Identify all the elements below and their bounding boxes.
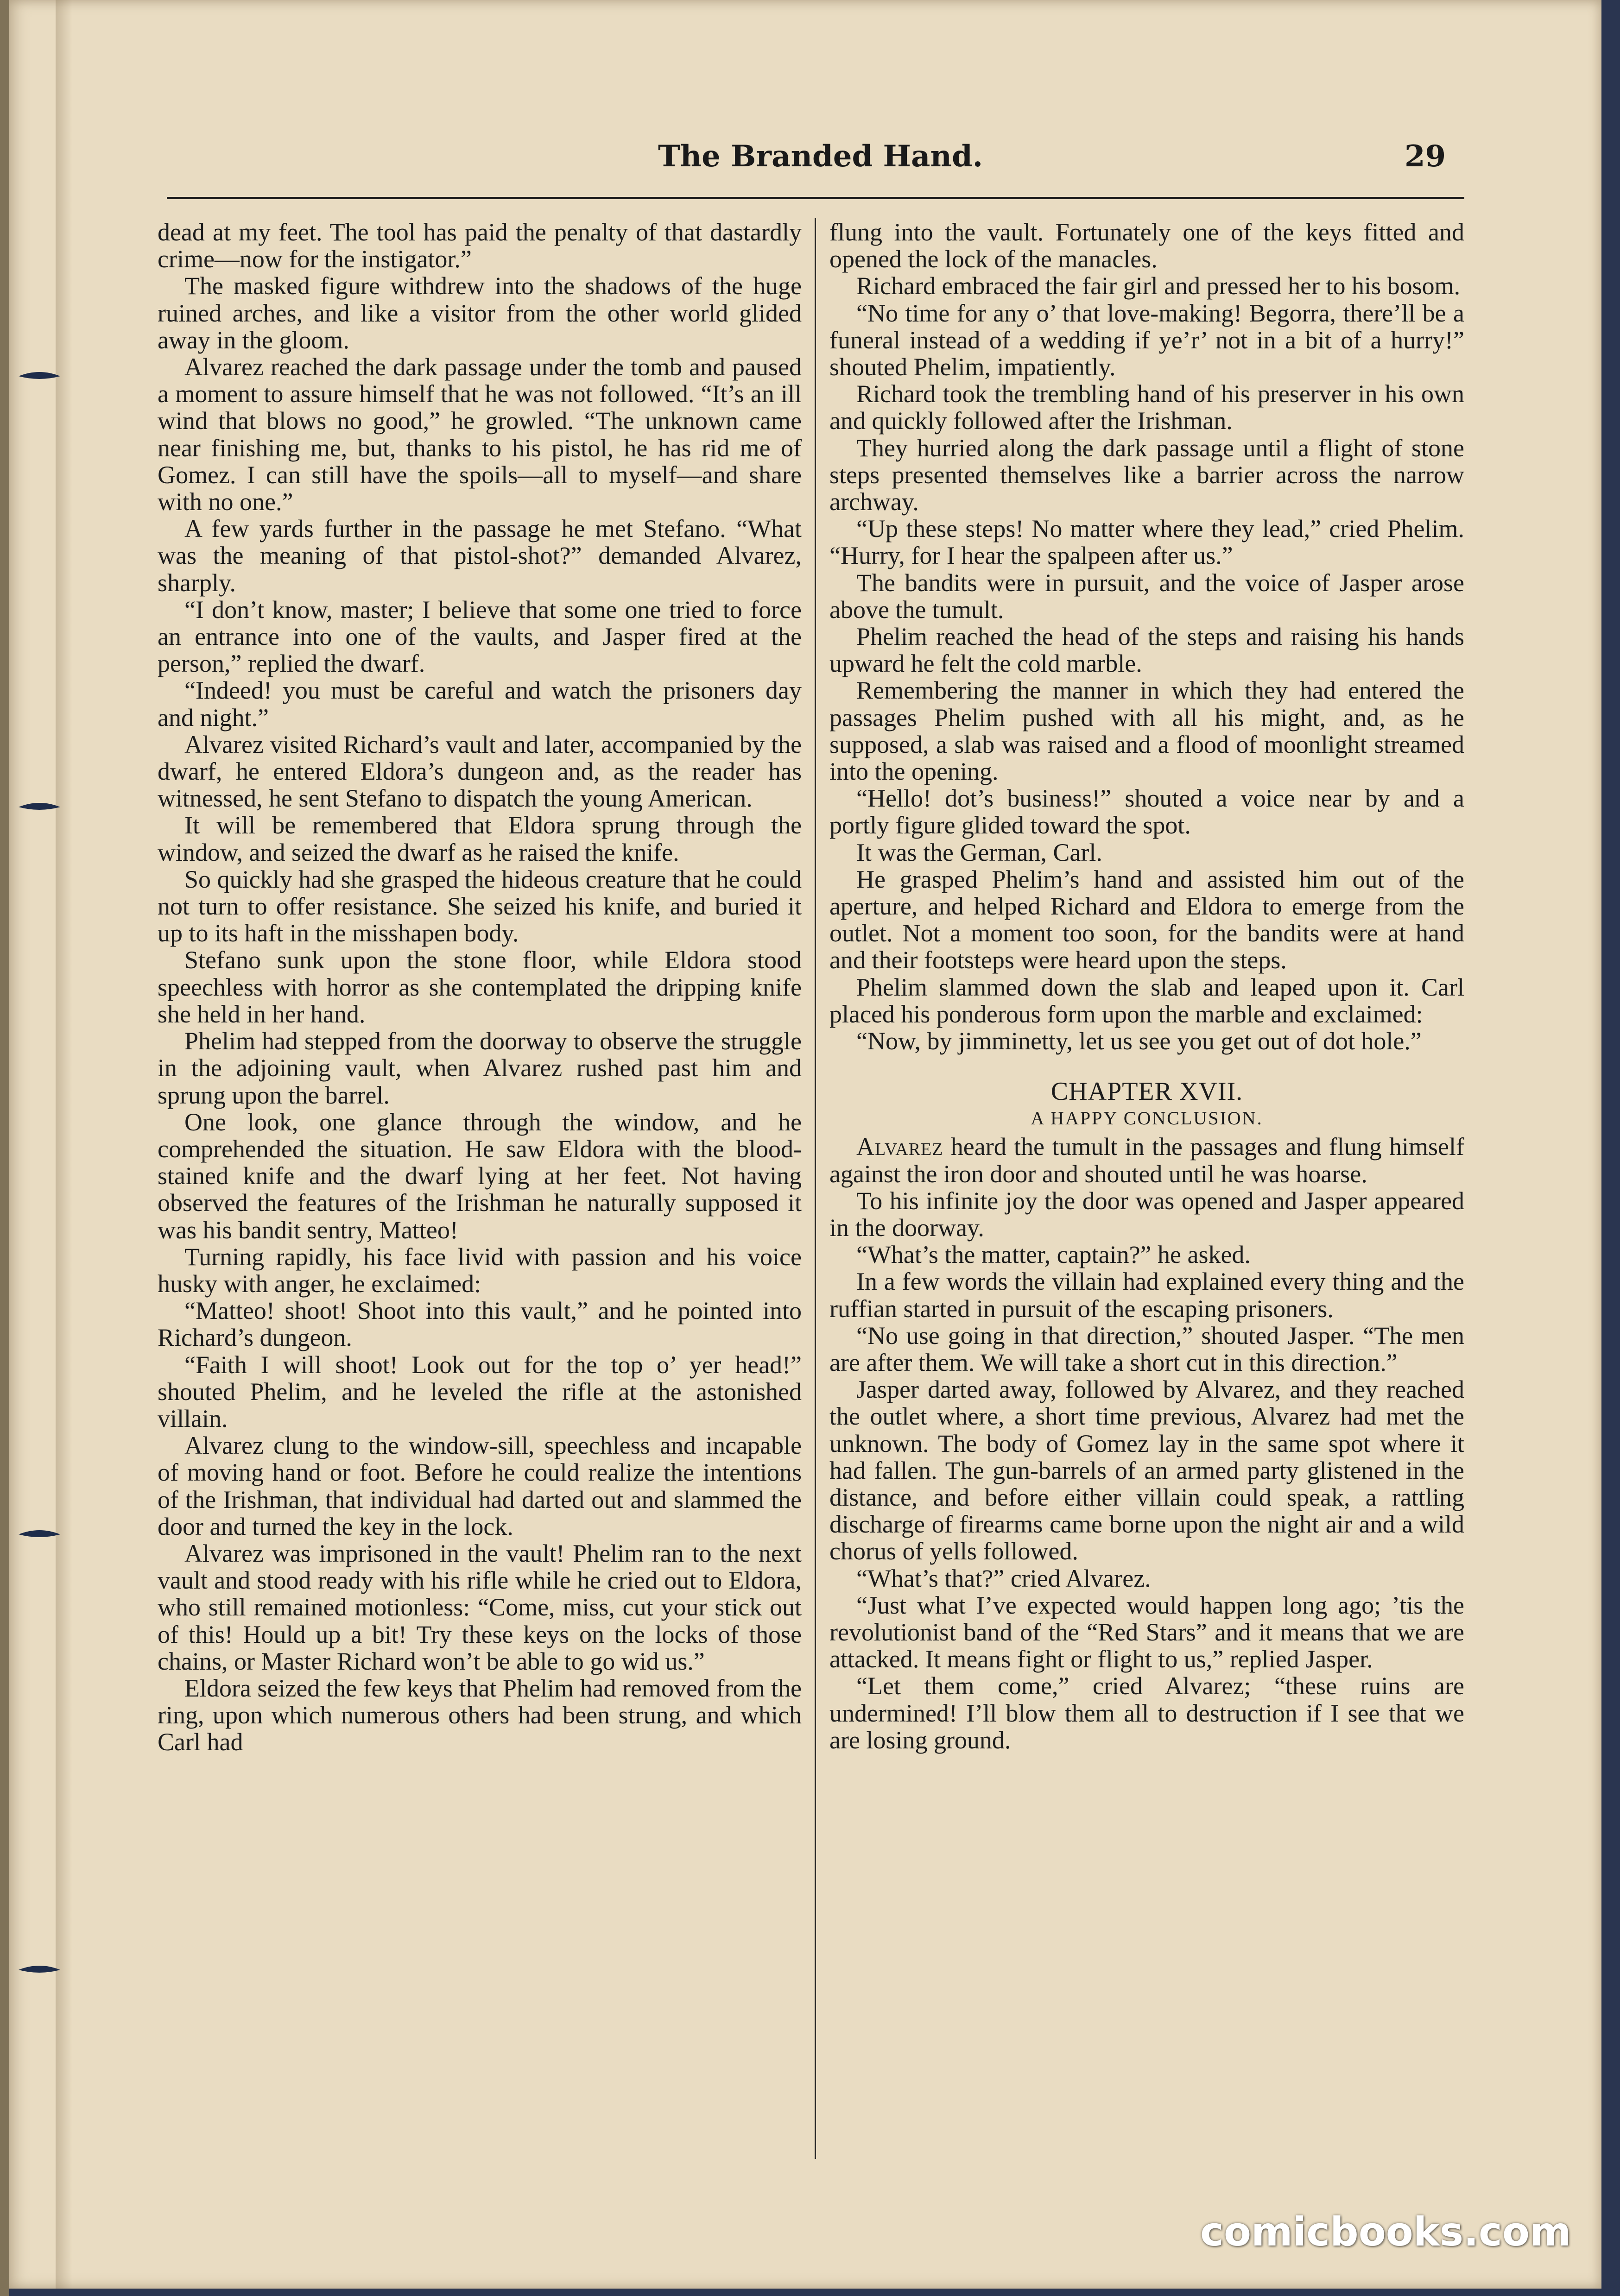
paragraph: The masked figure withdrew into the shadows of the huge ruined arches, and like a visitor from the other world glided away in the gloom.: [158, 272, 802, 354]
paragraph: Alvarez clung to the window-sill, speechless and incapable of moving hand or foot. Before he could realize the intentions of the Irishman, that individual had darted out and slammed the door and turned the key in the lock.: [158, 1432, 802, 1540]
paragraph: It was the German, Carl.: [856, 838, 1102, 866]
chapter-heading: CHAPTER XVII.: [1050, 1077, 1243, 1106]
binding-stitch-icon: [19, 1524, 60, 1543]
paragraph: In a few words the villain had explained every thing and the ruffian started in pursuit of the escaping prisoners.: [829, 1268, 1464, 1323]
paragraph: “Up these steps! No matter where they lead,” cried Phelim. “Hurry, for I hear the spalpeen after us.”: [829, 515, 1464, 570]
paragraph: Remembering the manner in which they had entered the passages Phelim pushed with all his might, and, as he supposed, a slab was raised and a flood of moonlight streamed into the opening.: [829, 676, 1464, 786]
watermark-logo: comicbooks.com: [1200, 2209, 1571, 2255]
paragraph: Alvarez was imprisoned in the vault! Phelim ran to the next vault and stood ready with his rifle while he cried out to Eldora, who still remained motionless: “Come, miss, cut your stick out of this! Hould up a bit! Try these keys on the locks of those chains, or Master Richard won’t be able to go wid us.”: [158, 1539, 802, 1675]
paragraph: “Now, by jimminetty, let us see you get out of dot hole.”: [856, 1027, 1422, 1055]
paragraph: To his infinite joy the door was opened and Jasper appeared in the doorway.: [829, 1186, 1464, 1242]
chapter-opening-paragraph: [829, 1133, 1464, 1187]
paragraph: Richard embraced the fair girl and pressed her to his bosom.: [856, 272, 1461, 300]
paragraph: flung into the vault. Fortunately one of the keys fitted and opened the lock of the manacles.: [829, 219, 1464, 273]
paragraph: Alvarez visited Richard’s vault and later, accompanied by the dwarf, he entered Eldora’s dungeon and, as the reader has witnessed, he sent Stefano to dispatch the young American.: [158, 730, 802, 813]
right-column-top-text: [829, 219, 1464, 1054]
binding-stitch-icon: [19, 1960, 60, 1978]
right-column-bottom-text: [829, 1187, 1464, 1754]
paragraph: Phelim reached the head of the steps and raising his hands upward he felt the cold marble.: [829, 623, 1464, 678]
left-column: [158, 219, 802, 2174]
paragraph: Eldora seized the few keys that Phelim had removed from the ring, upon which numerous others had been strung, and which Carl had: [158, 1674, 802, 1756]
paragraph: Phelim had stepped from the doorway to observe the struggle in the adjoining vault, when Alvarez rushed past him and sprung upon the barrel.: [158, 1027, 802, 1109]
paragraph: “Indeed! you must be careful and watch the prisoners day and night.”: [158, 676, 802, 732]
chapter-subtitle: A HAPPY CONCLUSION.: [1031, 1108, 1263, 1129]
paragraph: “No use going in that direction,” shouted Jasper. “The men are after them. We will take a short cut in this direction.”: [829, 1321, 1464, 1376]
paragraph: “Matteo! shoot! Shoot into this vault,” and he pointed into Richard’s dungeon.: [158, 1297, 802, 1352]
header-rule: [167, 197, 1464, 199]
gutter-shadow: [56, 0, 72, 2289]
chapter-opening-word: Alvarez: [856, 1133, 943, 1161]
paragraph: “What’s that?” cried Alvarez.: [856, 1564, 1151, 1592]
chapter-opening-text: heard the tumult in the passages and flung himself against the iron door and shouted until he was hoarse.: [829, 1133, 1464, 1188]
book-binding: [0, 0, 9, 2296]
paragraph: dead at my feet. The tool has paid the penalty of that dastardly crime—now for the instigator.”: [158, 219, 802, 273]
paragraph: “Faith I will shoot! Look out for the top o’ yer head!” shouted Phelim, and he leveled the rifle at the astonished villain.: [158, 1350, 802, 1432]
paragraph: “Just what I’ve expected would happen long ago; ’tis the revolutionist band of the “Red Stars” and it means that we are attacked. It means fight or flight to us,” replied Jasper.: [829, 1591, 1464, 1673]
paragraph: They hurried along the dark passage until a flight of stone steps presented themselves like a barrier across the narrow archway.: [829, 434, 1464, 516]
binding-stitch-icon: [19, 366, 60, 385]
paragraph: Phelim slammed down the slab and leaped upon it. Carl placed his ponderous form upon the marble and exclaimed:: [829, 973, 1464, 1028]
paragraph: “No time for any o’ that love-making! Begorra, there’ll be a funeral instead of a wedding if ye’r’ not in a bit of a hurry!” shouted Phelim, impatiently.: [829, 299, 1464, 381]
paragraph: “I don’t know, master; I believe that some one tried to force an entrance into one of the vaults, and Jasper fired at the person,” replied the dwarf.: [158, 595, 802, 678]
paragraph: Jasper darted away, followed by Alvarez, and they reached the outlet where, a short time previous, Alvarez had met the unknown. The body of Gomez lay in the same spot where it had fallen. The gun-barrels of an armed party glistened in the distance, and before either villain could speak, a rattling discharge of firearms came borne upon the night air and a wild chorus of yells followed.: [829, 1375, 1464, 1565]
running-head: [658, 139, 1446, 185]
paragraph: The bandits were in pursuit, and the voice of Jasper arose above the tumult.: [829, 568, 1464, 624]
paragraph: A few yards further in the passage he met Stefano. “What was the meaning of that pistol-shot?” demanded Alvarez, sharply.: [158, 515, 802, 597]
binding-stitch-icon: [19, 797, 60, 815]
paragraph: Alvarez reached the dark passage under the tomb and paused a moment to assure himself that he was not followed. “It’s an ill wind that blows no good,” he growled. “The unknown came near finishing me, but, thanks to his pistol, he has rid me of Gomez. I can still have the spoils—all to myself—and share with no one.”: [158, 353, 802, 516]
paragraph: One look, one glance through the window, and he comprehended the situation. He saw Eldora with the blood-stained knife and the dwarf lying at her feet. Not having observed the features of the Irishman he naturally supposed it was his bandit sentry, Matteo!: [158, 1108, 802, 1244]
paragraph: “Let them come,” cried Alvarez; “these ruins are undermined! I’ll blow them all to destruction if I see that we are losing ground.: [829, 1672, 1464, 1754]
paragraph: He grasped Phelim’s hand and assisted him out of the aperture, and helped Richard and Eldora to emerge from the outlet. Not a moment too soon, for the bandits were at hand and their footsteps were heard upon the steps.: [829, 865, 1464, 974]
page-number: 29: [1404, 139, 1446, 174]
right-column: [829, 219, 1464, 2174]
column-rule: [815, 218, 816, 2159]
paragraph: So quickly had she grasped the hideous creature that he could not turn to offer resistance. She seized his knife, and buried it up to its haft in the misshapen body.: [158, 865, 802, 947]
paragraph: Stefano sunk upon the stone floor, while Eldora stood speechless with horror as she contemplated the dripping knife she held in her hand.: [158, 946, 802, 1028]
paragraph: It will be remembered that Eldora sprung through the window, and seized the dwarf as he raised the knife.: [158, 811, 802, 866]
paragraph: Turning rapidly, his face livid with passion and his voice husky with anger, he exclaimed:: [158, 1243, 802, 1298]
paragraph: “Hello! dot’s business!” shouted a voice near by and a portly figure glided toward the spot.: [829, 784, 1464, 839]
running-title: The Branded Hand.: [658, 139, 983, 174]
paragraph: Richard took the trembling hand of his preserver in his own and quickly followed after the Irishman.: [829, 380, 1464, 435]
paragraph: “What’s the matter, captain?” he asked.: [856, 1241, 1251, 1269]
